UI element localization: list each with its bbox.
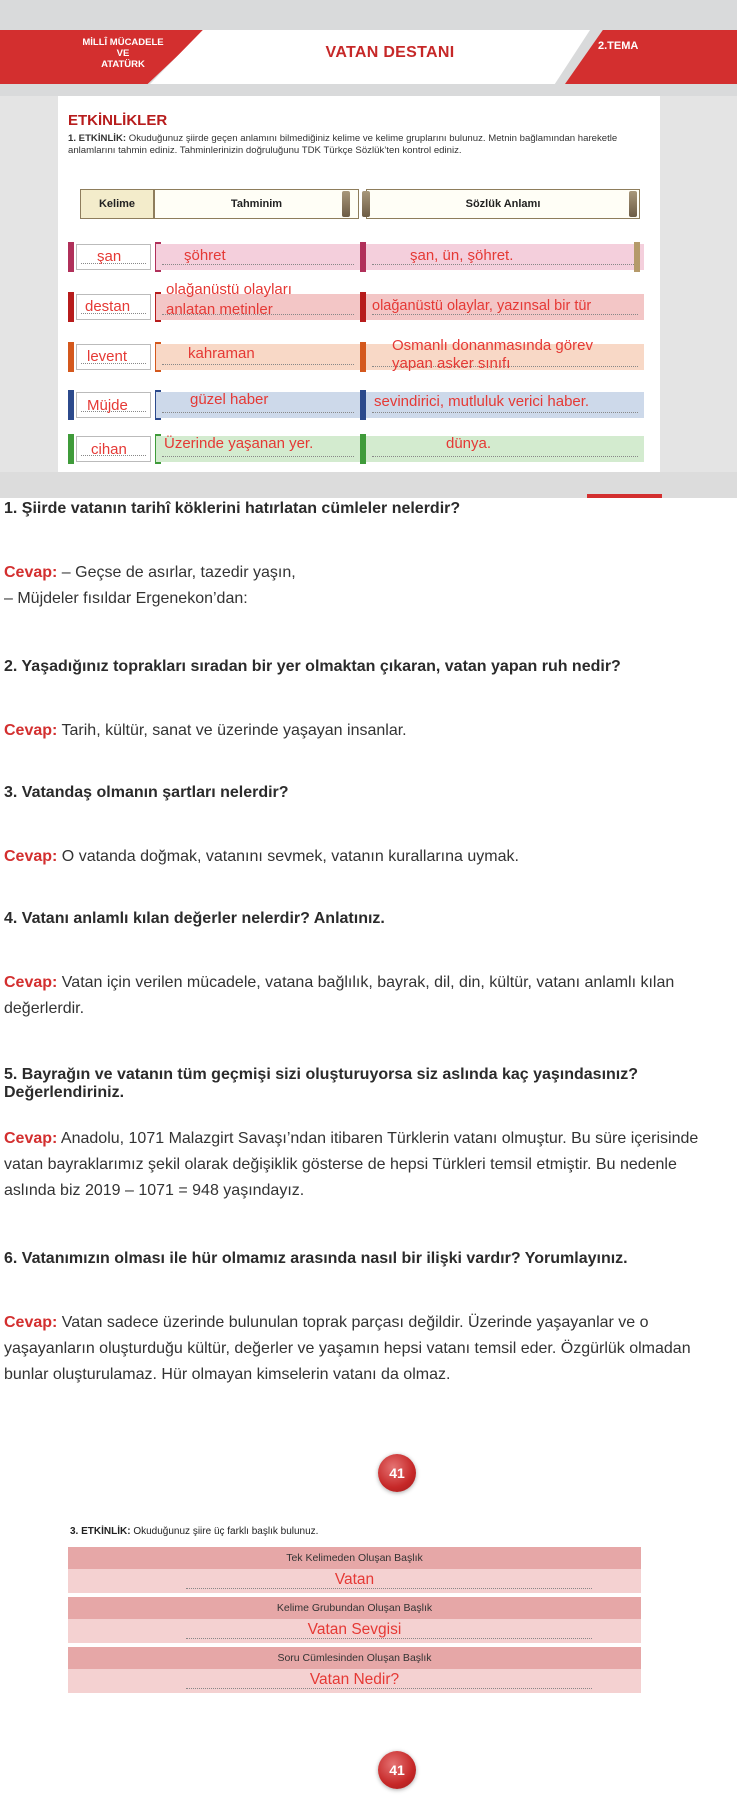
row-color-bar xyxy=(68,390,74,420)
row-color-bar xyxy=(68,434,74,464)
question-4: 4. Vatanı anlamlı kılan değerler nelerdir? Anlatınız. xyxy=(4,910,385,927)
title-answer-row xyxy=(68,1669,641,1693)
table-row xyxy=(68,281,640,324)
word-cell xyxy=(76,344,151,370)
word-text: Müjde xyxy=(87,397,128,414)
meaning-cell xyxy=(366,244,644,270)
guess-cell xyxy=(156,344,360,370)
title-answer: Vatan Nedir? xyxy=(309,1671,400,1688)
word-text: levent xyxy=(87,348,128,365)
column-header-tab xyxy=(342,191,350,217)
question-1: 1. Şiirde vatanın tarihî köklerini hatırlatan cümleler nelerdir? xyxy=(4,500,461,517)
guess-text: Üzerinde yaşanan yer. xyxy=(164,435,314,452)
meaning-text: dünya. xyxy=(446,435,492,452)
title-answer: Vatan xyxy=(334,1571,375,1588)
meaning-text-line2: yapan asker sınıfı xyxy=(392,355,511,372)
meaning-cell xyxy=(366,436,644,462)
page-number-badge: 41 xyxy=(378,1454,416,1492)
activity1-instructions: 1. ETKİNLİK: Okuduğunuz şiirde geçen anlamını bilmediğiniz kelime ve kelime gruplarını bulunuz. Metnin bağlamından hareketle anlamlarını tahmin ediniz. Tahminlerinizin doğruluğunu TDK Türkçe Sözlük’ten kontrol ediniz. xyxy=(68,133,618,156)
section-divider xyxy=(0,472,737,498)
row-end-cap xyxy=(634,242,640,272)
row-color-bar xyxy=(68,342,74,372)
guess-text-line2: anlatan metinler xyxy=(166,301,273,318)
meaning-cell xyxy=(366,294,644,320)
answer-3: Cevap: O vatanda doğmak, vatanını sevmek, vatanın kurallarına uymak. xyxy=(4,848,519,865)
page-title: VATAN DESTANI xyxy=(325,44,455,61)
activities-heading: ETKİNLİKLER xyxy=(68,112,168,129)
word-text: şan xyxy=(97,248,122,265)
theme-number: 2.TEMA xyxy=(598,40,639,52)
meaning-text: olağanüstü olaylar, yazınsal bir tür xyxy=(372,298,592,314)
question-3: 3. Vatandaş olmanın şartları nelerdir? xyxy=(4,784,289,801)
meaning-text: şan, ün, şöhret. xyxy=(410,247,514,264)
header-theme-name: MİLLÎ MÜCADELE VE ATATÜRK xyxy=(82,37,164,70)
guess-cell xyxy=(156,281,360,320)
table-row xyxy=(68,388,640,422)
guess-text: güzel haber xyxy=(190,391,269,408)
guess-text: kahraman xyxy=(188,345,255,362)
answer-2: Cevap: Tarih, kültür, sanat ve üzerinde yaşayan insanlar. xyxy=(4,722,407,739)
word-cell xyxy=(76,244,151,270)
page-number-badge: 41 xyxy=(378,1751,416,1789)
word-cell xyxy=(76,436,151,462)
meaning-cell xyxy=(366,337,644,372)
word-cell xyxy=(76,294,151,320)
answer-5: Cevap: Anadolu, 1071 Malazgirt Savaşı’ndan itibaren Türklerin vatanı olmuştur. Bu süre içerisinde vatan bayraklarımız şekil olarak değişiklik gösterse de hepsi Türkleri temsil etmiştir. Bu nedenle aslında biz 2019 – 1071 = 948 yaşındayız. xyxy=(4,1130,699,1199)
title-answer-row xyxy=(68,1619,641,1643)
row-color-bar xyxy=(68,292,74,322)
answer-6: Cevap: Vatan sadece üzerinde bulunulan toprak parçası değildir. Üzerinde yaşayanlar ve o yaşayanların oluşturduğu kültür, değerler ve yaşamın hepsi vatanı temsil eder. Özgürlük olmadan bunlar oluşturulamaz. Hür olmayan kimselerin vatanı da olmaz. xyxy=(4,1314,691,1383)
meaning-text: sevindirici, mutluluk verici haber. xyxy=(374,393,590,410)
table-row xyxy=(68,240,640,274)
meaning-cell xyxy=(366,392,644,418)
column-header-tab xyxy=(629,191,637,217)
table-row xyxy=(68,337,640,374)
title-answer: Vatan Sevgisi xyxy=(307,1621,402,1638)
guess-cell xyxy=(156,244,360,270)
title-type-heading: Tek Kelimeden Oluşan Başlık xyxy=(68,1547,641,1569)
word-text: cihan xyxy=(91,441,127,458)
word-text: destan xyxy=(85,298,131,315)
row-color-bar xyxy=(68,242,74,272)
question-6: 6. Vatanımızın olması ile hür olmamız arasında nasıl bir ilişki vardır? Yorumlayınız. xyxy=(4,1250,628,1267)
answer-1: Cevap: – Geçse de asırlar, tazedir yaşın, – Müjdeler fısıldar Ergenekon’dan: xyxy=(4,564,296,607)
question-5: 5. Bayrağın ve vatanın tüm geçmişi sizi oluşturuyorsa siz aslında kaç yaşındasınız? Değerlendiriniz. xyxy=(4,1066,639,1101)
title-type-heading: Kelime Grubundan Oluşan Başlık xyxy=(68,1597,641,1619)
side-margin-right xyxy=(660,96,737,472)
side-margin-left xyxy=(0,96,58,472)
guess-cell xyxy=(156,392,360,418)
column-header-word: Kelime xyxy=(80,189,154,219)
activity3-instructions: 3. ETKİNLİK: Okuduğunuz şiire üç farklı başlık bulunuz. xyxy=(70,1526,319,1537)
guess-cell xyxy=(156,436,360,462)
title-type-heading: Soru Cümlesinden Oluşan Başlık xyxy=(68,1647,641,1669)
title-answer-row xyxy=(68,1569,641,1593)
answer-4: Cevap: Vatan için verilen mücadele, vatana bağlılık, bayrak, dil, din, kültür, vatanı anlamlı kılan değerlerdir. xyxy=(4,974,675,1017)
word-cell xyxy=(76,392,151,418)
guess-text: şöhret xyxy=(184,247,226,264)
column-header-guess: Tahminim xyxy=(154,189,359,219)
column-header-meaning: Sözlük Anlamı xyxy=(366,189,640,219)
guess-text-line1: olağanüstü olayları xyxy=(166,281,292,298)
column-header-tab xyxy=(362,191,370,217)
question-2: 2. Yaşadığınız toprakları sıradan bir yer olmaktan çıkaran, vatan yapan ruh nedir? xyxy=(4,658,621,675)
meaning-text-line1: Osmanlı donanmasında görev xyxy=(392,337,593,354)
table-row xyxy=(68,432,640,466)
